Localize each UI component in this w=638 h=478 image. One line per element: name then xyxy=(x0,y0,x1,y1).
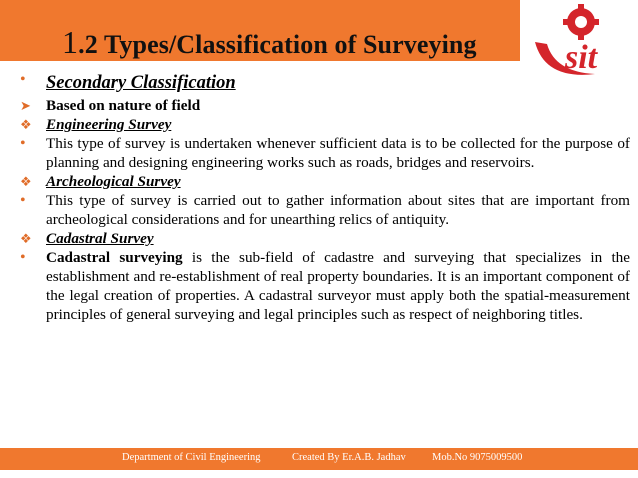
arch-heading: Archeological Survey xyxy=(46,173,181,190)
arch-text-row xyxy=(20,191,630,229)
eng-text: This type of survey is undertaken whenever sufficient data is to be collected for the purpose of planning and designing engineering works such as roads, bridges and reservoirs. xyxy=(46,135,630,171)
dot-bullet: • xyxy=(20,192,26,209)
basis-row xyxy=(20,96,630,115)
arrow-bullet-icon: ➤ xyxy=(20,98,31,113)
dot-bullet: • xyxy=(20,249,26,266)
eng-heading: Engineering Survey xyxy=(46,116,172,133)
footer-mobile: Mob.No 9075009500 xyxy=(432,452,523,463)
cad-text: is the sub-field of cadastre and surveying that specializes in the establishment and re-establishment of real property boundaries. It is an important component of the legal creation of properties. A cadastral surveyor must apply both the spatial-measurement principles of general surveying and legal principles such as respect of neighboring titles. xyxy=(46,249,631,323)
title-text: .2 Types/Classification of Surveying xyxy=(78,30,477,59)
diamond-bullet-icon: ❖ xyxy=(20,174,32,189)
section-row xyxy=(20,70,630,96)
diamond-bullet-icon: ❖ xyxy=(20,117,32,132)
dot-bullet: • xyxy=(20,71,26,88)
footer-department: Department of Civil Engineering xyxy=(122,452,261,463)
basis-text: Based on nature of field xyxy=(46,97,201,114)
section-title: Secondary Classification xyxy=(46,73,236,93)
arch-text: This type of survey is carried out to gather information about sites that are important from archeological considerations and for unearthing relics of antiquity. xyxy=(46,192,630,228)
cad-heading-row xyxy=(20,229,630,248)
gear-icon xyxy=(563,4,599,40)
logo-text: sit xyxy=(565,39,598,76)
dot-bullet: • xyxy=(20,135,26,152)
cad-bold-term: Cadastral surveying xyxy=(46,249,183,266)
eng-heading-row xyxy=(20,115,630,134)
diamond-bullet-icon: ❖ xyxy=(20,231,32,246)
slide-content xyxy=(20,70,630,324)
footer-created-by: Created By Er.A.B. Jadhav xyxy=(292,452,406,463)
title-number: 1 xyxy=(62,24,79,60)
cad-paragraph xyxy=(46,248,630,324)
cad-text-row xyxy=(20,248,630,324)
arch-heading-row xyxy=(20,172,630,191)
eng-text-row xyxy=(20,134,630,172)
slide-title xyxy=(62,24,477,61)
cad-heading: Cadastral Survey xyxy=(46,230,154,247)
